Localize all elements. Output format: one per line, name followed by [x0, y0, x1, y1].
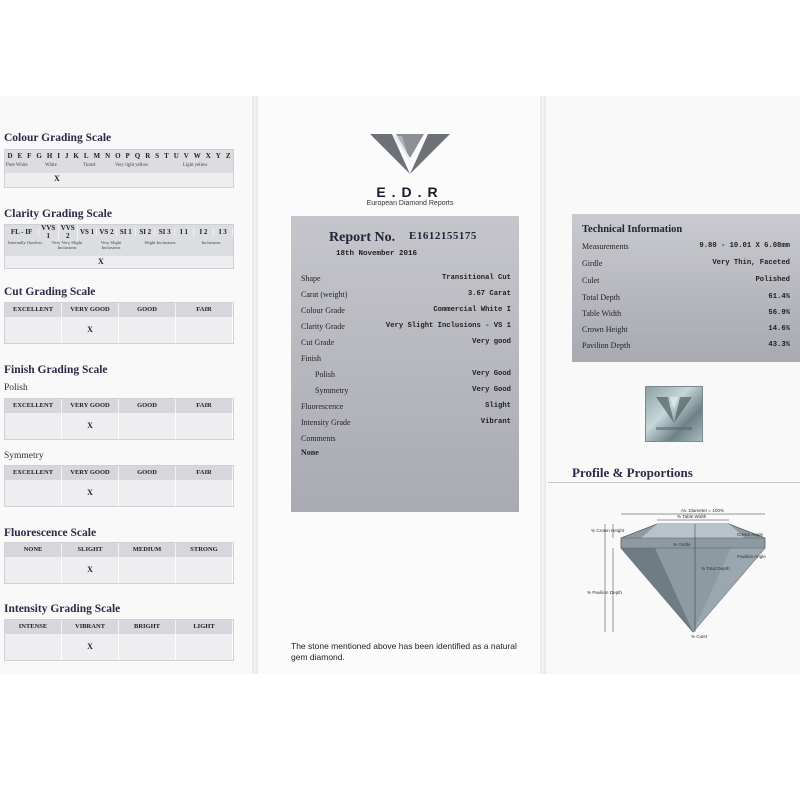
diagram-label-crown-angle: Crown Angle	[737, 532, 764, 537]
polish-scale-marks	[5, 413, 233, 439]
clarity-grade: VS 2	[97, 228, 116, 236]
colour-scale-title: Colour Grading Scale	[4, 132, 112, 144]
clarity-scale-title: Clarity Grading Scale	[4, 208, 112, 220]
symmetry-label: Symmetry	[4, 451, 44, 461]
polish-grade-header: FAIR	[176, 399, 233, 413]
colour-letter: O	[115, 151, 121, 160]
clarity-desc: Very Slight Inclusions	[100, 240, 122, 250]
tech-row-value: 56.9%	[768, 309, 790, 317]
report-row	[301, 386, 511, 402]
profile-divider	[548, 482, 800, 483]
report-row-label: Comments	[301, 434, 336, 443]
clarity-mark-row	[5, 256, 233, 268]
polish-cell	[119, 413, 176, 439]
intensity-grade-header: LIGHT	[176, 620, 233, 634]
report-row-label: Clarity Grade	[301, 322, 345, 331]
cut-cell	[176, 317, 233, 343]
tech-row-value: Polished	[755, 276, 790, 284]
colour-letter: K	[73, 151, 79, 160]
report-row-value: Very Good	[472, 386, 511, 394]
cut-grade-header: EXCELLENT	[5, 303, 62, 317]
polish-cell	[5, 413, 62, 439]
colour-letter: S	[155, 151, 160, 160]
report-row	[301, 338, 511, 354]
fluorescence-grade-mark: X	[62, 557, 119, 583]
fluorescence-cell	[176, 557, 233, 583]
diagram-label-pavilion-angle: Pavilion Angle	[737, 554, 766, 559]
intensity-cell	[176, 634, 233, 660]
cut-grade-header: VERY GOOD	[62, 303, 119, 317]
intensity-scale	[4, 619, 234, 661]
clarity-desc: Slight Inclusions	[144, 240, 176, 245]
report-row-label: Fluorescence	[301, 402, 344, 411]
fluorescence-cell	[5, 557, 62, 583]
tech-row-value: 61.4%	[768, 293, 790, 301]
report-row-label: Intensity Grade	[301, 418, 351, 427]
diamond-profile-diagram	[585, 508, 795, 640]
tech-row	[582, 341, 790, 357]
polish-grade-mark: X	[62, 413, 119, 439]
diagram-label-table: % Table Width	[677, 514, 707, 519]
colour-letter: D	[7, 151, 13, 160]
colour-letter: W	[193, 151, 201, 160]
cut-scale	[4, 302, 234, 344]
colour-desc: Very light yellow	[115, 163, 149, 168]
fluorescence-scale-marks	[5, 557, 233, 583]
clarity-grade: VVS 1	[39, 224, 58, 240]
tech-row-label: Pavilion Depth	[582, 341, 631, 350]
tech-row-value: 43.3%	[768, 341, 790, 349]
colour-letter: J	[64, 151, 69, 160]
report-row	[301, 290, 511, 306]
colour-letter: T	[164, 151, 169, 160]
technical-info-title: Technical Information	[582, 224, 683, 235]
symmetry-cell	[119, 480, 176, 506]
symmetry-grade-header: GOOD	[119, 466, 176, 480]
cut-grade-mark: X	[62, 317, 119, 343]
diagram-label-total-depth: % Total Depth	[701, 566, 730, 571]
cut-grade-header: GOOD	[119, 303, 176, 317]
intensity-scale-title: Intensity Grading Scale	[4, 603, 121, 615]
cut-scale-title: Cut Grading Scale	[4, 286, 96, 298]
symmetry-grade-header: EXCELLENT	[5, 466, 62, 480]
identification-note: The stone mentioned above has been identified as a natural gem diamond.	[291, 641, 517, 662]
polish-grade-header: VERY GOOD	[62, 399, 119, 413]
clarity-grade: FL - IF	[5, 228, 39, 236]
clarity-scale	[4, 224, 234, 269]
fluorescence-grade-header: NONE	[5, 543, 62, 557]
colour-letter: Q	[134, 151, 141, 160]
tech-row-label: Crown Height	[582, 325, 628, 334]
hologram-seal-icon	[645, 386, 703, 442]
colour-desc: Pure White	[6, 163, 28, 168]
tech-row	[582, 276, 790, 292]
polish-grade-header: EXCELLENT	[5, 399, 62, 413]
clarity-grade: I 3	[214, 228, 233, 236]
report-number-label: Report No.	[329, 230, 396, 245]
brand-name: E.D.R	[376, 184, 444, 200]
clarity-grade: VS 1	[78, 228, 97, 236]
symmetry-scale-marks	[5, 480, 233, 506]
colour-descriptions	[5, 161, 233, 173]
clarity-grade: I 2	[194, 228, 213, 236]
diagram-label-diameter: Av. Diameter = 100%	[681, 508, 725, 513]
report-row-value: Very Good	[472, 370, 511, 378]
polish-cell	[176, 413, 233, 439]
colour-letter: U	[173, 151, 179, 160]
polish-label: Polish	[4, 383, 28, 393]
colour-scale	[4, 149, 234, 188]
report-row	[301, 274, 511, 290]
report-row	[301, 402, 511, 418]
clarity-grade: SI 1	[117, 228, 136, 236]
report-row-value: Commercial White I	[433, 306, 511, 314]
cut-cell	[119, 317, 176, 343]
symmetry-grade-header: FAIR	[176, 466, 233, 480]
fluorescence-scale-title: Fluorescence Scale	[4, 527, 97, 539]
diagram-label-culet: % Culet	[691, 634, 708, 639]
colour-letter: L	[83, 151, 89, 160]
report-row	[301, 370, 511, 386]
intensity-grade-header: INTENSE	[5, 620, 62, 634]
fluorescence-cell	[119, 557, 176, 583]
report-date: 18th November 2016	[336, 250, 418, 258]
diagram-label-crown-height: % Crown Height	[591, 528, 625, 533]
colour-desc: Tinted	[83, 163, 96, 168]
fluorescence-grade-header: SLIGHT	[62, 543, 119, 557]
diamond-logo-icon	[360, 128, 460, 183]
tech-row-label: Girdle	[582, 259, 603, 268]
tech-row-label: Table Width	[582, 309, 622, 318]
colour-letter: E	[17, 151, 23, 160]
diagram-label-pavilion-depth: % Pavilion Depth	[587, 590, 622, 595]
clarity-desc: Very Very Slight Inclusions	[51, 240, 83, 250]
polish-scale	[4, 398, 234, 440]
cut-grade-header: FAIR	[176, 303, 233, 317]
intensity-cell	[119, 634, 176, 660]
report-comments-value: None	[301, 448, 319, 457]
colour-letter: R	[145, 151, 151, 160]
intensity-scale-header	[5, 620, 233, 634]
report-row-value: Slight	[485, 402, 511, 410]
tech-row	[582, 259, 790, 275]
colour-letter: I	[57, 151, 60, 160]
technical-info-box	[572, 214, 800, 362]
clarity-grade: SI 3	[155, 228, 174, 236]
symmetry-cell	[5, 480, 62, 506]
colour-letter: V	[183, 151, 189, 160]
report-row-value: Vibrant	[480, 418, 511, 426]
fluorescence-scale	[4, 542, 234, 584]
diagram-label-girdle: % Girdle	[673, 542, 691, 547]
cut-cell	[5, 317, 62, 343]
tech-row-value: 9.80 - 10.01 X 6.08mm	[699, 242, 790, 250]
tech-row	[582, 242, 790, 258]
profile-title: Profile & Proportions	[572, 465, 693, 480]
report-row	[301, 354, 511, 370]
fluorescence-grade-header: MEDIUM	[119, 543, 176, 557]
polish-grade-header: GOOD	[119, 399, 176, 413]
report-row-value: 3.67 Carat	[467, 290, 511, 298]
intensity-grade-header: BRIGHT	[119, 620, 176, 634]
colour-desc: White	[45, 163, 57, 168]
symmetry-scale	[4, 465, 234, 507]
report-row-value: Very good	[472, 338, 511, 346]
report-comments	[301, 448, 511, 464]
symmetry-scale-header	[5, 466, 233, 480]
report-box	[291, 216, 519, 512]
report-number: E1612155175	[409, 230, 477, 242]
report-row	[301, 306, 511, 322]
cut-scale-header	[5, 303, 233, 317]
report-row-label: Cut Grade	[301, 338, 335, 347]
fluorescence-grade-header: STRONG	[176, 543, 233, 557]
clarity-desc: Internally flawless	[7, 240, 43, 245]
tech-row-label: Measurements	[582, 242, 629, 251]
symmetry-grade-header: VERY GOOD	[62, 466, 119, 480]
clarity-descriptions	[5, 239, 233, 256]
clarity-grade: SI 2	[136, 228, 155, 236]
intensity-grade-header: VIBRANT	[62, 620, 119, 634]
symmetry-grade-mark: X	[62, 480, 119, 506]
report-row	[301, 418, 511, 434]
report-row-label: Shape	[301, 274, 321, 283]
tech-row	[582, 309, 790, 325]
report-row-label: Carat (weight)	[301, 290, 348, 299]
colour-letters	[5, 150, 233, 161]
colour-letter: N	[105, 151, 111, 160]
colour-mark-row	[5, 173, 233, 187]
report-row-label: Polish	[315, 370, 336, 379]
colour-letter: F	[27, 151, 32, 160]
tech-row-label: Culet	[582, 276, 600, 285]
fluorescence-scale-header	[5, 543, 233, 557]
brand-subtitle: European Diamond Reports	[366, 200, 454, 207]
clarity-desc: Inclusions	[201, 240, 221, 245]
cut-scale-marks	[5, 317, 233, 343]
report-row-value: Very Slight Inclusions - VS 1	[385, 322, 511, 330]
symmetry-cell	[176, 480, 233, 506]
clarity-grade-mark: X	[98, 257, 104, 266]
colour-letter: G	[36, 151, 42, 160]
tech-row-label: Total Depth	[582, 293, 620, 302]
colour-desc: Light yellow	[183, 163, 208, 168]
intensity-cell	[5, 634, 62, 660]
tech-row-value: Very Thin, Faceted	[712, 259, 790, 267]
intensity-grade-mark: X	[62, 634, 119, 660]
tech-row	[582, 325, 790, 341]
tech-row-value: 14.6%	[768, 325, 790, 333]
colour-letter: X	[205, 151, 211, 160]
clarity-grades	[5, 225, 233, 239]
tech-row	[582, 293, 790, 309]
clarity-grade: VVS 2	[59, 224, 78, 240]
report-row-label: Symmetry	[315, 386, 349, 395]
report-row-label: Colour Grade	[301, 306, 345, 315]
report-row-label: Finish	[301, 354, 322, 363]
polish-scale-header	[5, 399, 233, 413]
finish-scale-title: Finish Grading Scale	[4, 364, 108, 376]
colour-grade-mark: X	[54, 174, 60, 183]
intensity-scale-marks	[5, 634, 233, 660]
colour-letter: M	[93, 151, 101, 160]
colour-letter: Z	[225, 151, 231, 160]
report-row-value: Transitional Cut	[441, 274, 511, 282]
colour-letter: Y	[215, 151, 221, 160]
report-row	[301, 322, 511, 338]
colour-letter: P	[125, 151, 130, 160]
colour-letter: H	[46, 151, 53, 160]
clarity-grade: I 1	[175, 228, 194, 236]
